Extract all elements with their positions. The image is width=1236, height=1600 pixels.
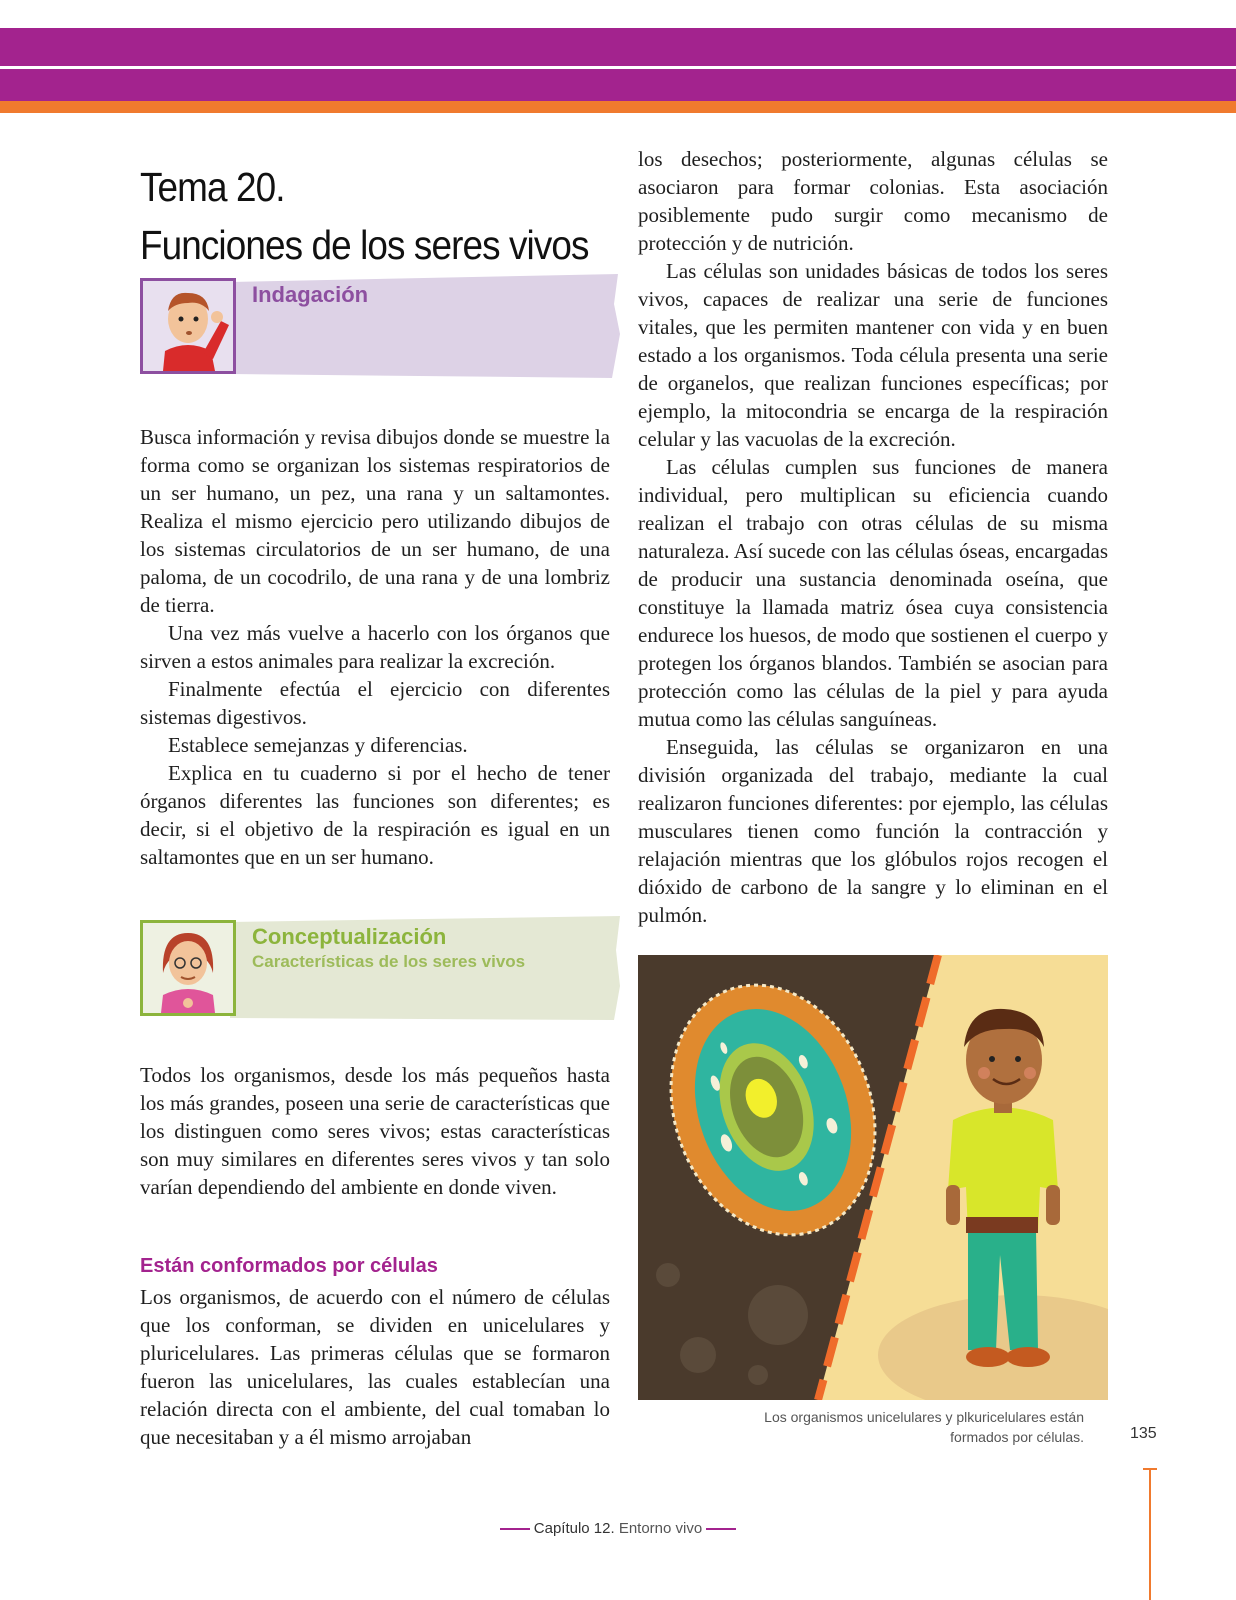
paragraph: Enseguida, las células se organizaron en una división organizada del trabajo, mediante la cual realizaron funciones diferentes: por ejemplo, las células musculares tienen como función la contracción y relajación mientras que los glóbulos rojos recogen el dióxido de carbono de la sangre y lo eliminan en el pulmón. xyxy=(638,735,1108,927)
right-column-text xyxy=(638,145,1108,929)
paragraph: Las células son unidades básicas de todos los seres vivos, capaces de realizar una serie de funciones vitales, que les permiten mantener con vida y en buen estado a los organismos. Toda célula presenta una serie de organelos, que realizan funciones específicas; por ejemplo, la mitocondria se encarga de la respiración celular y las vacuolas de la excreción. xyxy=(638,259,1108,451)
paragraph: Los organismos, de acuerdo con el número de células que los conforman, se dividen en unicelulares y pluricelulares. Las primeras células que se formaron fueron las unicelulares, las cuales establecían una relación directa con el ambiente, del cual tomaban lo que necesitaban y a él mismo arrojaban xyxy=(140,1285,610,1449)
footer-bar-left xyxy=(500,1528,530,1530)
title-line-2: Funciones de los seres vivos xyxy=(140,222,589,268)
footer-topic: Entorno vivo xyxy=(618,1520,703,1537)
page-number: 135 xyxy=(1130,1425,1157,1442)
paragraph: Busca información y revisa dibujos donde se muestre la forma como se organizan los sistemas respiratorios de un ser humano, un pez, una rana y un saltamontes. Realiza el mismo ejercicio pero utilizando dibujos de los sistemas circulatorios de un ser humano, de una paloma, de un cocodrilo, de una rana y de una lombriz de tierra. xyxy=(140,425,610,617)
header-band-lower xyxy=(0,69,1236,101)
footer-bar-right xyxy=(706,1528,736,1530)
indagacion-text xyxy=(140,423,610,871)
thinking-boy-icon xyxy=(140,278,236,374)
page-title xyxy=(140,158,590,274)
subheading: Están conformados por células xyxy=(140,1255,438,1277)
paragraph: los desechos; posteriormente, algunas células se asociaron para formar colonias. Esta asociación posiblemente pudo surgir como mecanismo de protección y de nutrición. xyxy=(638,147,1108,255)
cell-and-boy-illustration xyxy=(638,955,1108,1400)
indagacion-box xyxy=(140,272,620,378)
paragraph: Explica en tu cuaderno si por el hecho de tener órganos diferentes las funciones son diferentes; es decir, si el objetivo de la respiración es igual en un saltamontes que en un ser humano. xyxy=(140,761,610,869)
figure-caption xyxy=(700,1407,1084,1447)
paragraph: Una vez más vuelve a hacerlo con los órganos que sirven a estos animales para realizar la excreción. xyxy=(140,621,610,673)
header-accent-line xyxy=(0,101,1236,113)
paragraph: Establece semejanzas y diferencias. xyxy=(168,733,468,757)
caption-line-2: formados por células. xyxy=(950,1429,1084,1445)
teacher-girl-icon xyxy=(140,920,236,1016)
header-band xyxy=(0,28,1236,66)
cells-text xyxy=(140,1283,610,1451)
conceptualizacion-box xyxy=(140,914,620,1020)
footer-chapter: Capítulo 12. xyxy=(533,1520,615,1537)
title-line-1: Tema 20. xyxy=(140,164,285,210)
footer xyxy=(0,1520,1236,1537)
paragraph: Finalmente efectúa el ejercicio con diferentes sistemas digestivos. xyxy=(140,677,610,729)
paragraph: Las células cumplen sus funciones de manera individual, pero multiplican su eficiencia cuando realizan el trabajo con otras células de su misma naturaleza. Así sucede con las células óseas, encargadas de producir una sustancia denominada oseína, que constituye la llamada matriz ósea cuya consistencia endurece los huesos, de modo que sostienen el cuerpo y protegen los órganos blandos. También se asocian para protección como las células de la piel y para ayuda mutua como las células sanguíneas. xyxy=(638,455,1108,731)
indagacion-label: Indagación xyxy=(252,282,369,307)
conceptualizacion-text xyxy=(140,1061,610,1201)
paragraph: Todos los organismos, desde los más pequeños hasta los más grandes, poseen una serie de características que los distinguen como seres vivos; estas características son muy similares en diferentes seres vivos y tan solo varían dependiendo del ambiente en donde viven. xyxy=(140,1063,610,1199)
caption-line-1: Los organismos unicelulares y plkuricelulares están xyxy=(764,1409,1084,1425)
conceptualizacion-sublabel: Características de los seres vivos xyxy=(252,952,526,971)
conceptualizacion-label: Conceptualización xyxy=(252,924,447,949)
